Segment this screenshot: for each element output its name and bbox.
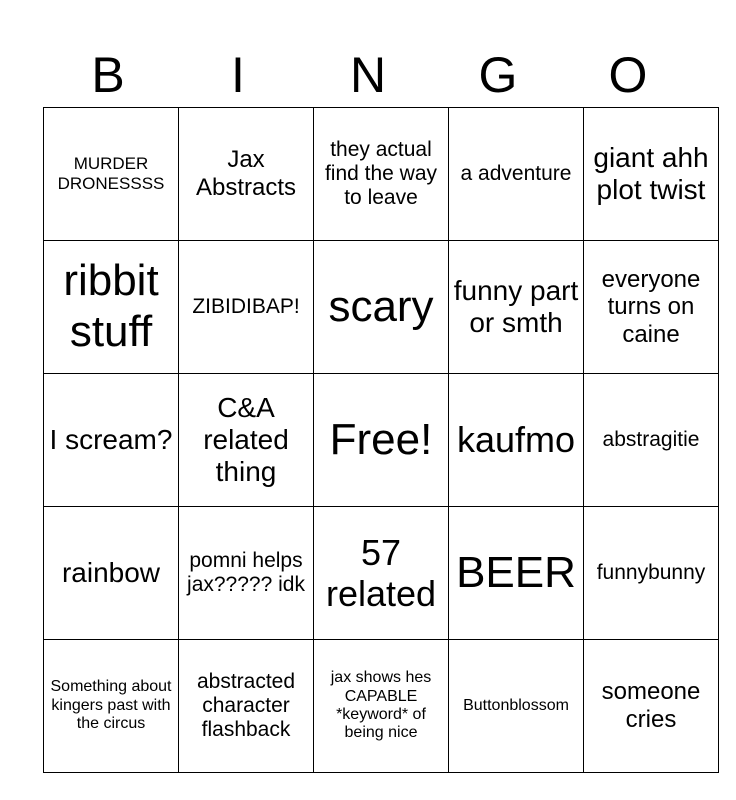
bingo-cell[interactable]: rainbow	[44, 507, 179, 640]
bingo-cell[interactable]: everyone turns on caine	[584, 241, 719, 374]
bingo-cell[interactable]: pomni helps jax????? idk	[179, 507, 314, 640]
bingo-cell[interactable]: giant ahh plot twist	[584, 108, 719, 241]
board-row-2	[44, 241, 719, 374]
bingo-header	[43, 44, 693, 106]
bingo-cell[interactable]: jax shows hes CAPABLE *keyword* of being nice	[314, 640, 449, 773]
bingo-cell[interactable]: a adventure	[449, 108, 584, 241]
bingo-cell[interactable]: someone cries	[584, 640, 719, 773]
header-letter-b: B	[91, 47, 125, 103]
bingo-cell[interactable]: ribbit stuff	[44, 241, 179, 374]
bingo-cell[interactable]: Buttonblossom	[449, 640, 584, 773]
bingo-cell[interactable]: Something about kingers past with the circus	[44, 640, 179, 773]
header-letter-i: I	[231, 47, 245, 103]
bingo-cell[interactable]: abstragitie	[584, 374, 719, 507]
bingo-cell[interactable]: BEER	[449, 507, 584, 640]
bingo-cell[interactable]: scary	[314, 241, 449, 374]
bingo-cell[interactable]: ZIBIDIBAP!	[179, 241, 314, 374]
bingo-cell[interactable]: kaufmo	[449, 374, 584, 507]
header-letter-o: O	[608, 47, 648, 103]
bingo-cell[interactable]: funnybunny	[584, 507, 719, 640]
header-letter-n: N	[349, 47, 387, 103]
bingo-cell[interactable]: C&A related thing	[179, 374, 314, 507]
bingo-cell[interactable]: they actual find the way to leave	[314, 108, 449, 241]
bingo-free-cell[interactable]: Free!	[314, 374, 449, 507]
bingo-cell[interactable]: abstracted character flashback	[179, 640, 314, 773]
board-row-5	[44, 640, 719, 773]
board-row-4	[44, 507, 719, 640]
board-row-3	[44, 374, 719, 507]
bingo-cell[interactable]: Jax Abstracts	[179, 108, 314, 241]
bingo-board	[43, 107, 719, 773]
bingo-cell[interactable]: 57 related	[314, 507, 449, 640]
bingo-cell[interactable]: I scream?	[44, 374, 179, 507]
bingo-cell[interactable]: funny part or smth	[449, 241, 584, 374]
header-letter-g: G	[478, 47, 518, 103]
bingo-cell[interactable]: MURDER DRONESSSS	[44, 108, 179, 241]
board-row-1	[44, 108, 719, 241]
